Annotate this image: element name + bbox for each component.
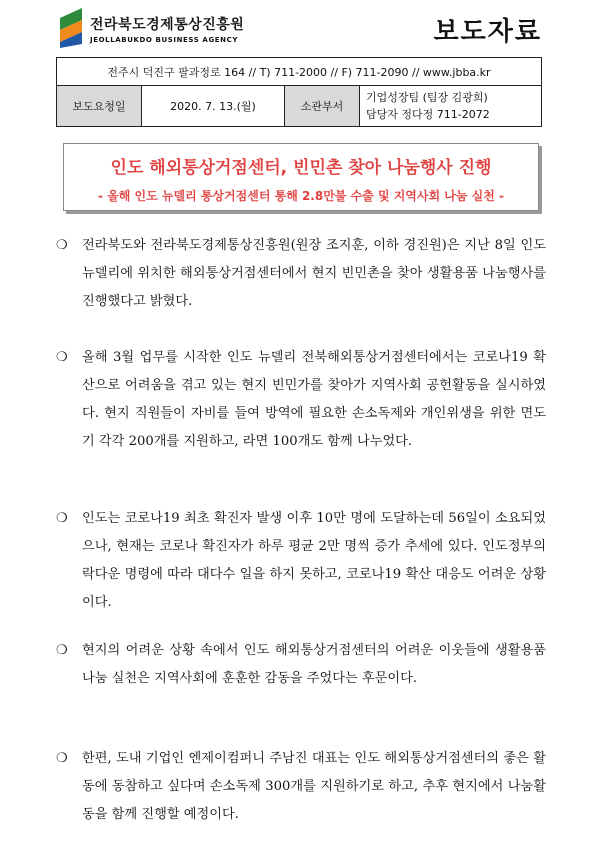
document-type-title: 보도자료 — [433, 17, 542, 47]
department-value: 기업성장팀 (팀장 김광희) — [366, 91, 488, 104]
info-table — [56, 57, 542, 127]
paragraph-5 — [56, 745, 546, 829]
jbba-logo-icon — [56, 8, 86, 48]
circle-bullet-icon: ❍ — [56, 751, 68, 766]
paragraph-text: 올해 3월 업무를 시작한 인도 뉴델리 전북해외통상거점센터에서는 코로나19 확산으로 어려움을 겪고 있는 현지 빈민가를 찾아가 지역사회 공헌활동을 실시하였다. 현지 직원들이 자비를 들여 방역에 필요한 손소독제와 개인위생을 위한 면도기 각각 200개를 지원하고, 라면 100개도 함께 나누었다. — [82, 350, 546, 449]
paragraph-2 — [56, 344, 546, 456]
address-line: 전주시 덕진구 팔과정로 164 // T) 711-2000 // F) 711-2090 // www.jbba.kr — [57, 58, 542, 86]
paragraph-text: 전라북도와 전라북도경제통상진흥원(원장 조지훈, 이하 경진원)은 지난 8일 인도 뉴델리에 위치한 해외통상거점센터에서 현지 빈민촌을 찾아 생활용품 나눔행사를 진행했다고 밝혔다. — [82, 238, 546, 309]
headline: 인도 해외통상거점센터, 빈민촌 찾아 나눔행사 진행 — [110, 158, 492, 178]
headline-box — [63, 143, 539, 211]
date-label: 보도요청일 — [57, 86, 142, 127]
paragraph-text: 현지의 어려운 상황 속에서 인도 해외통상거점센터의 어려운 이웃들에 생활용품 나눔 실천은 지역사회에 훈훈한 감동을 주었다는 후문이다. — [82, 643, 546, 686]
contact-person: 담당자 정다정 711-2072 — [366, 108, 490, 121]
circle-bullet-icon: ❍ — [56, 643, 68, 658]
paragraph-text: 인도는 코로나19 최초 확진자 발생 이후 10만 명에 도달하는데 56일이 소요되었으나, 현재는 코로나 확진자가 하루 평균 2만 명씩 증가 추세에 있다. 인도정부의 락다운 명령에 따라 대다수 일을 하지 못하고, 코로나19 확산 대응도 어려운 상황이다. — [82, 511, 546, 610]
circle-bullet-icon: ❍ — [56, 238, 68, 253]
paragraph-1 — [56, 232, 546, 316]
paragraph-3 — [56, 505, 546, 617]
org-name-english: JEOLLABUKDO BUSINESS AGENCY — [90, 36, 239, 44]
circle-bullet-icon: ❍ — [56, 350, 68, 365]
paragraph-4 — [56, 637, 546, 693]
department-label: 소관부서 — [285, 86, 360, 127]
paragraph-text: 한편, 도내 기업인 엔제이컴퍼니 주남진 대표는 인도 해외통상거점센터의 좋은 활동에 동참하고 싶다며 손소독제 300개를 지원하기로 하고, 추후 현지에서 나눔활동을 함께 진행할 예정이다. — [82, 751, 546, 822]
org-name-korean: 전라북도경제통상진흥원 — [90, 17, 245, 33]
circle-bullet-icon: ❍ — [56, 511, 68, 526]
department-contact — [360, 86, 542, 127]
subheadline: - 올해 인도 뉴델리 통상거점센터 통해 2.8만불 수출 및 지역사회 나눔 실천 - — [98, 189, 504, 203]
letterhead — [56, 8, 542, 48]
date-value: 2020. 7. 13.(월) — [142, 86, 285, 127]
